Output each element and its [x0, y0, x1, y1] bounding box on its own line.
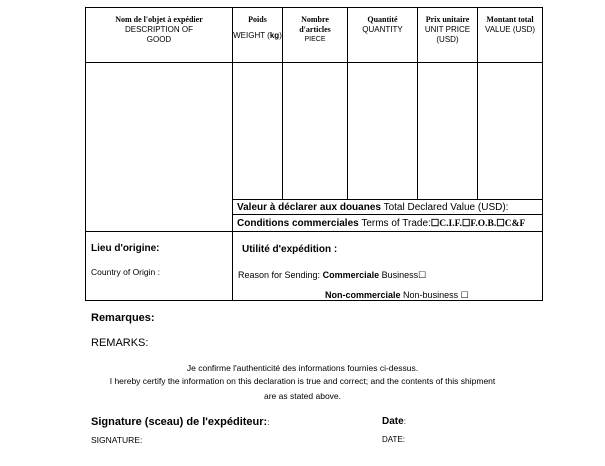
header-quantity [348, 15, 417, 35]
header-weight [233, 15, 282, 41]
certification-line-1: Je confirme l'authenticité des informations fournies ci-dessus. [186, 363, 419, 373]
header-piece-fr: Nombre d'articles [299, 15, 331, 34]
header-description [86, 15, 232, 45]
table-border-top [85, 7, 543, 8]
origin-fr: Lieu d'origine: [91, 243, 160, 254]
column-divider-3 [347, 7, 348, 199]
declared-value-fr: Valeur à déclarer aux douanes [237, 202, 381, 213]
header-piece-en: PIECE [304, 36, 326, 43]
commercial-checkbox[interactable]: Business☐ [381, 270, 427, 280]
remarks-fr: Remarques: [91, 312, 155, 324]
declared-value-row [237, 202, 508, 213]
reason-label: Reason for Sending: [238, 270, 321, 280]
header-quantity-fr: Quantité [367, 15, 398, 24]
remarks-en: REMARKS: [91, 337, 149, 349]
commercial-fr: Commerciale [322, 270, 380, 280]
column-divider-1 [232, 7, 233, 301]
header-value-fr: Montant total [486, 15, 534, 24]
signature-fr: Signature (sceau) de l'expéditeur:: [91, 416, 270, 428]
header-value [478, 15, 542, 35]
terms-options: ☐C.I.F.☐F.O.B.☐C&F [430, 219, 526, 229]
date-en: DATE: [382, 435, 405, 444]
noncommercial-checkbox[interactable]: Non-business ☐ [403, 290, 469, 300]
noncommercial-fr: Non-commerciale [325, 290, 401, 300]
terms-en: Terms of Trade: [361, 218, 431, 229]
header-quantity-en: QUANTITY [362, 25, 403, 34]
certification-line-2: I hereby certify the information on this declaration is true and correct; and the contents of this shipment [109, 376, 496, 386]
header-weight-fr: Poids [248, 15, 267, 24]
header-value-en: VALUE (USD) [484, 25, 536, 34]
table-border-left [85, 7, 86, 301]
header-description-fr: Nom de l'objet à expédier [115, 15, 203, 24]
header-weight-en: WEIGHT (kg) [233, 31, 282, 40]
table-border-bottom [85, 300, 543, 301]
header-piece [283, 15, 347, 45]
signature-en: SIGNATURE: [91, 435, 143, 445]
declared-value-top-divider [232, 199, 543, 200]
purpose-noncommercial-row [325, 290, 469, 301]
header-row-divider [85, 62, 543, 63]
header-unit-price [418, 15, 477, 45]
header-unit-price-en: UNIT PRICE (USD) [424, 25, 471, 44]
declared-value-en: Total Declared Value (USD): [383, 202, 509, 213]
origin-en: Country of Origin : [91, 267, 160, 277]
purpose-fr: Utilité d'expédition : [242, 244, 338, 255]
header-unit-price-fr: Prix unitaire [425, 15, 470, 24]
weight-unit: kg [269, 31, 280, 40]
purpose-commercial-row [238, 270, 426, 281]
date-fr: Date: [382, 416, 406, 427]
certification-line-3: are as stated above. [263, 391, 342, 401]
header-description-en: DESCRIPTION OF GOOD [124, 25, 193, 44]
table-border-right [542, 7, 543, 301]
terms-row [237, 218, 525, 229]
origin-row-divider [85, 231, 543, 232]
terms-fr: Conditions commerciales [237, 218, 359, 229]
column-divider-5 [477, 7, 478, 199]
terms-top-divider [232, 214, 543, 215]
